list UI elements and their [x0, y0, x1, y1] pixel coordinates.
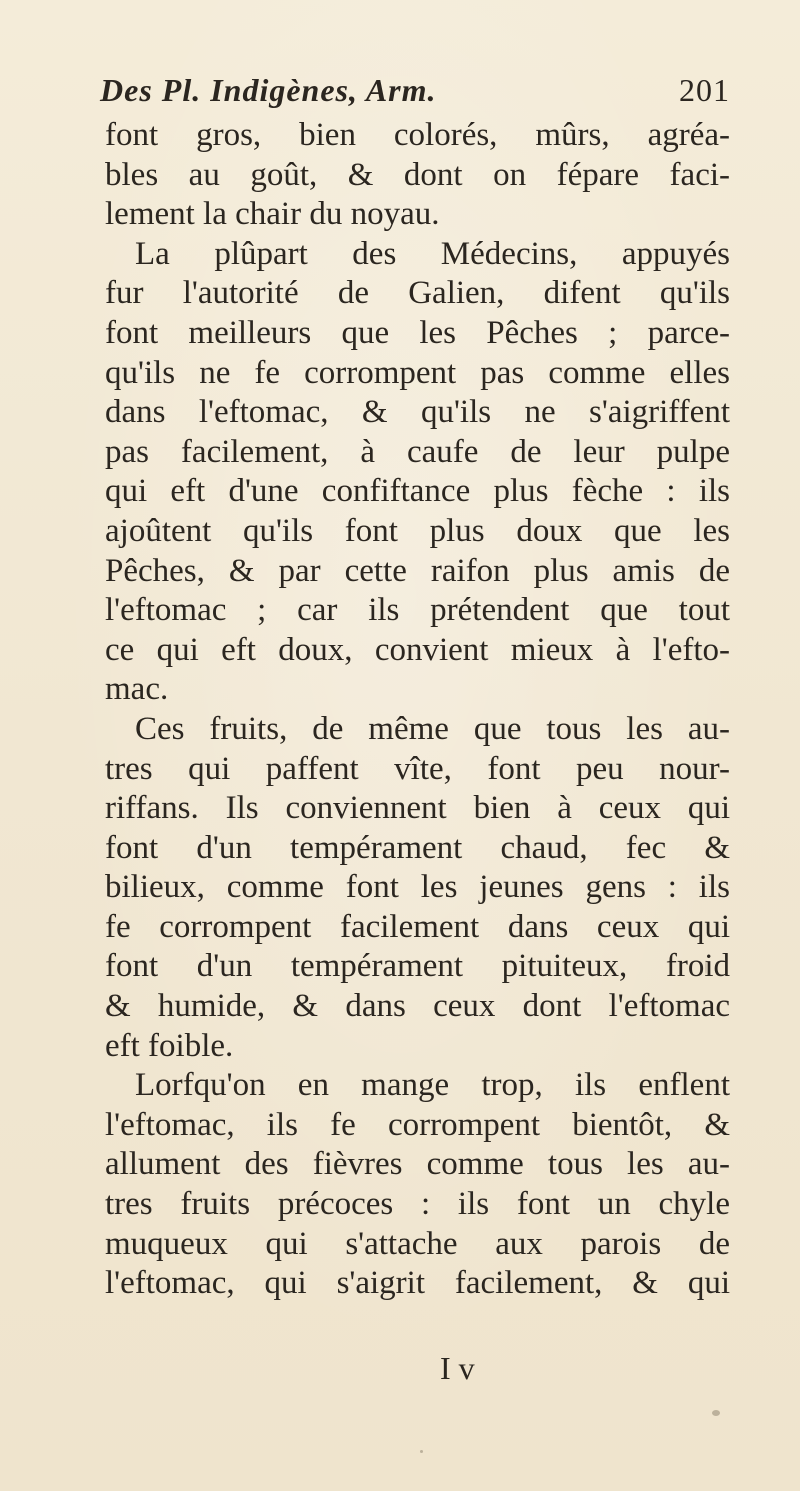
running-head: Des Pl. Indigènes, Arm. [100, 72, 437, 108]
body-text [105, 116, 730, 1304]
text-line: La plûpart des Médecins, appuyés [135, 235, 730, 272]
text-line: Ces fruits, de même que tous les au- [135, 710, 730, 747]
text-line: ce qui eft doux, convient mieux à l'efto- [105, 631, 730, 668]
text-line: tres qui paffent vîte, font peu nour- [105, 750, 730, 787]
text-line: allument des fièvres comme tous les au- [105, 1146, 730, 1183]
text-line: font d'un tempérament chaud, fec & [105, 829, 730, 866]
text-line: dans l'eftomac, & qu'ils ne s'aigriffent [105, 394, 730, 431]
text-line: bles au goût, & dont on fépare faci- [105, 156, 730, 193]
text-line: fur l'autorité de Galien, difent qu'ils [105, 275, 730, 312]
text-line: tres fruits précoces : ils font un chyle [105, 1186, 730, 1223]
paper-speck [420, 1450, 423, 1453]
page-header [100, 72, 730, 112]
text-line: ajoûtent qu'ils font plus doux que les [105, 512, 730, 549]
text-line: Lorfqu'on en mange trop, ils enflent [135, 1067, 730, 1104]
text-line: lement la chair du noyau. [105, 196, 440, 233]
text-line: Pêches, & par cette raifon plus amis de [105, 552, 730, 589]
text-line: qui eft d'une confiftance plus fèche : ils [105, 473, 730, 510]
text-line: riffans. Ils conviennent bien à ceux qui [105, 790, 730, 827]
text-line: pas facilement, à caufe de leur pulpe [105, 433, 730, 470]
text-line: font d'un tempérament pituiteux, froid [105, 948, 730, 985]
text-line: mac. [105, 671, 169, 708]
text-line: l'eftomac, qui s'aigrit facilement, & qui [105, 1265, 730, 1302]
paper-speck [712, 1410, 720, 1416]
text-line: bilieux, comme font les jeunes gens : ils [105, 869, 730, 906]
text-line: qu'ils ne fe corrompent pas comme elles [105, 354, 730, 391]
text-line: font gros, bien colorés, mûrs, agréa- [105, 117, 730, 153]
text-line: font meilleurs que les Pêches ; parce- [105, 314, 730, 351]
page-number: 201 [679, 72, 730, 108]
paper-speck [705, 960, 707, 974]
text-line: eft foible. [105, 1027, 234, 1064]
text-line: fe corrompent facilement dans ceux qui [105, 908, 730, 945]
text-line: l'eftomac, ils fe corrompent bientôt, & [105, 1106, 730, 1143]
text-line: & humide, & dans ceux dont l'eftomac [105, 988, 730, 1025]
signature-mark: I v [440, 1350, 475, 1386]
text-line: muqueux qui s'attache aux parois de [105, 1225, 730, 1262]
text-line: l'eftomac ; car ils prétendent que tout [105, 592, 730, 629]
